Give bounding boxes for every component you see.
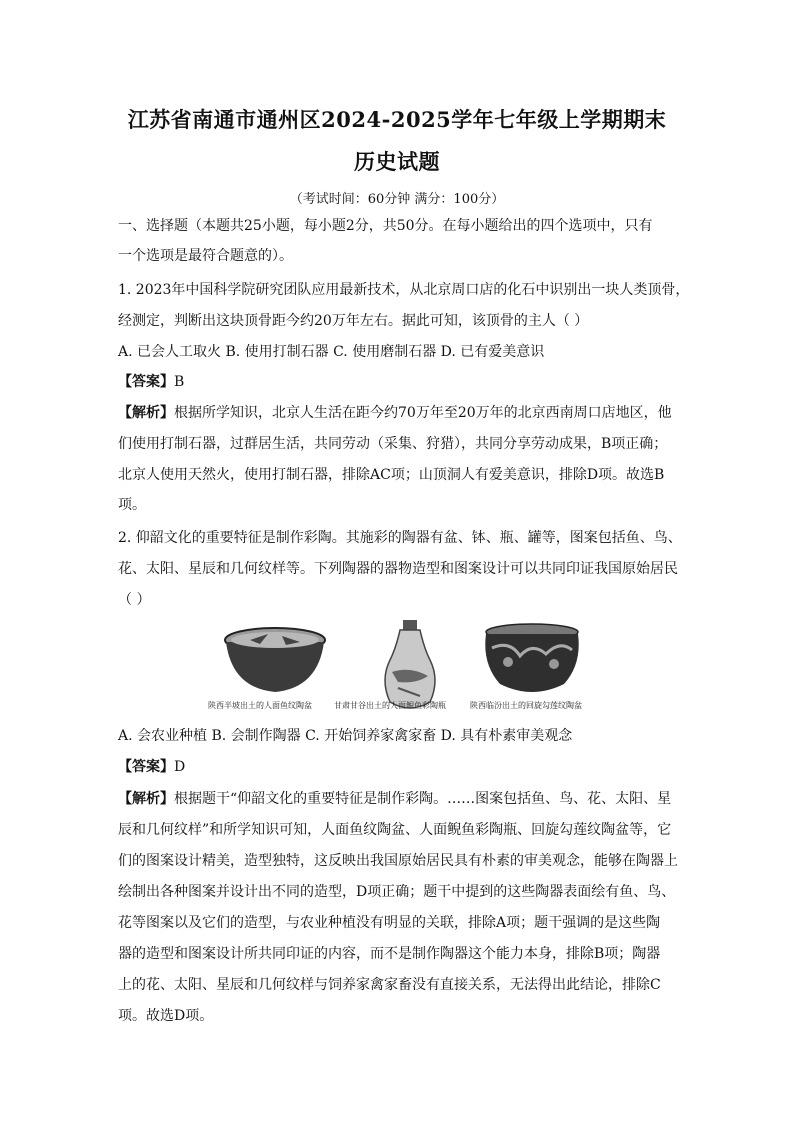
caption-bottle: 甘肃甘谷出土的人面鲵鱼彩陶瓶 <box>334 701 446 710</box>
q1-analysis-text-1: 根据所学知识，北京人生活在距今约70万年至20万年的北京西南周口店地区，他 <box>174 405 672 421</box>
q2-analysis-line-4: 绘制出各种图案并设计出不同的造型，D项正确；题干中提到的这些陶器表面绘有鱼、鸟、 <box>118 884 676 900</box>
q2-answer-value: D <box>174 759 186 775</box>
q1-analysis-line-2: 们使用打制石器，过群居生活，共同劳动（采集、狩猎），共同分享劳动成果，B项正确； <box>118 436 668 452</box>
q1-analysis-label: 【解析】 <box>118 405 174 421</box>
q2-analysis-text-1: 根据题干“仰韶文化的重要特征是制作彩陶。……图案包括鱼、鸟、花、太阳、星 <box>174 791 672 807</box>
q2-analysis-label: 【解析】 <box>118 791 174 807</box>
q2-analysis-line-6: 器的造型和图案设计所共同印证的内容，而不是制作陶器这个能力本身，排除B项；陶器 <box>118 946 661 962</box>
q2-analysis-line-5: 花等图案以及它们的造型，与农业种植没有明显的关联，排除A项；题干强调的是这些陶 <box>118 915 661 931</box>
pottery-lotus-basin-image <box>485 624 578 692</box>
q1-options: A. 已会人工取火 B. 使用打制石器 C. 使用磨制石器 D. 已有爱美意识 <box>118 344 545 360</box>
caption-lotus-basin: 陕西临汾出土的回旋勾莲纹陶盆 <box>470 701 582 710</box>
page-subtitle: 历史试题 <box>354 149 440 174</box>
q2-analysis-line-1 <box>118 789 671 809</box>
q1-stem-line-1: 1. 2023年中国科学院研究团队应用最新技术，从北京周口店的化石中识别出一块人类顶骨， <box>118 282 690 298</box>
section-instructions-line-1: 一、选择题（本题共25小题，每小题2分，共50分。在每小题给出的四个选项中，只有 <box>118 218 653 234</box>
pottery-bottle-image <box>385 620 435 708</box>
section-instructions-line-2: 一个选项是最符合题意的）。 <box>118 248 293 264</box>
exam-info: （考试时间：60分钟 满分：100分） <box>289 192 505 207</box>
q1-answer-label: 【答案】 <box>118 374 174 390</box>
q2-options: A. 会农业种植 B. 会制作陶器 C. 开始饲养家禽家畜 D. 具有朴素审美观念 <box>118 728 573 744</box>
q2-stem-line-2: 花、太阳、星辰和几何纹样等。下列陶器的器物造型和图案设计可以共同印证我国原始居民 <box>118 561 678 577</box>
q2-stem-line-1: 2. 仰韶文化的重要特征是制作彩陶。其施彩的陶器有盆、钵、瓶、罐等，图案包括鱼、鸟、 <box>118 530 682 546</box>
q1-answer <box>118 372 184 392</box>
q2-analysis-line-3: 们的图案设计精美，造型独特，这反映出我国原始居民具有朴素的审美观念，能够在陶器上 <box>118 853 678 869</box>
caption-basin: 陕西半坡出土的人面鱼纹陶盆 <box>208 701 312 710</box>
q1-analysis-line-4: 项。 <box>118 497 146 513</box>
q2-answer-label: 【答案】 <box>118 759 174 775</box>
q2-answer <box>118 757 185 777</box>
pottery-basin-image <box>225 628 325 692</box>
q2-analysis-line-7: 上的花、太阳、星辰和几何纹样与饲养家禽家畜没有直接关系，无法得出此结论，排除C <box>118 977 661 993</box>
q1-analysis-line-3: 北京人使用天然火，使用打制石器，排除AC项；山顶洞人有爱美意识，排除D项。故选B <box>118 467 665 483</box>
page-title: 江苏省南通市通州区2024-2025学年七年级上学期期末 <box>127 107 667 132</box>
q1-stem-line-2: 经测定，判断出这块顶骨距今约20万年左右。据此可知，该顶骨的主人（ ） <box>118 313 589 329</box>
q1-answer-value: B <box>174 374 185 390</box>
q2-stem-line-3: （ ） <box>118 592 151 608</box>
q2-analysis-line-2: 辰和几何纹样”和所学知识可知，人面鱼纹陶盆、人面鲵鱼彩陶瓶、回旋勾莲纹陶盆等，它 <box>118 822 672 838</box>
q1-analysis-line-1 <box>118 403 672 423</box>
q2-analysis-line-8: 项。故选D项。 <box>118 1008 214 1024</box>
